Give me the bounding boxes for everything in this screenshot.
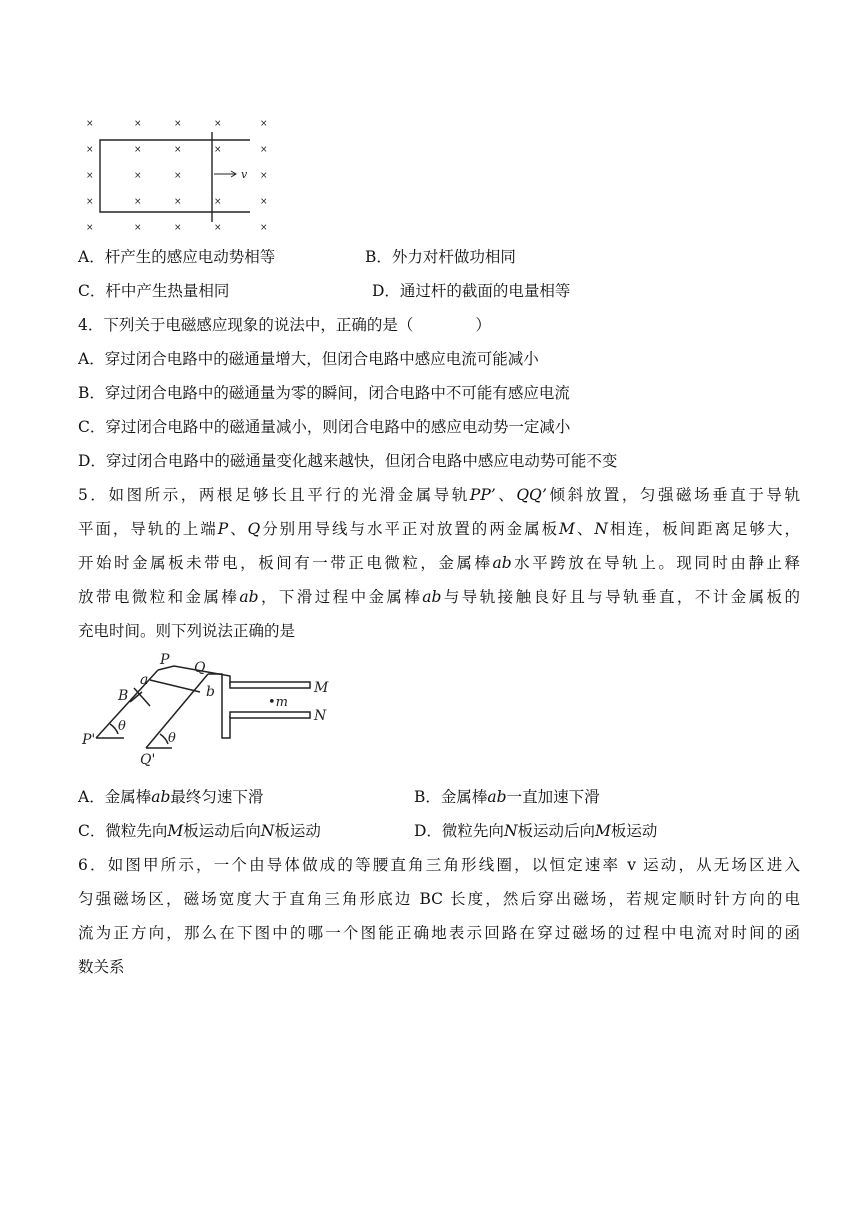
q5-option-a: A．金属棒ab最终匀速下滑 <box>78 788 264 806</box>
q4-stem: 4．下列关于电磁感应现象的说法中，正确的是（ ） <box>78 316 491 334</box>
field-marker: × <box>134 197 142 207</box>
q4-option-c: C．穿过闭合电路中的磁通量减小，则闭合电路中的感应电动势一定减小 <box>78 418 571 436</box>
label-field-b: B <box>118 688 129 704</box>
q3-option-a: A．杆产生的感应电动势相等 <box>78 248 276 266</box>
q6-stem-line-2: 匀强磁场区，磁场宽度大于直角三角形底边 BC 长度，然后穿出磁场，若规定顺时针方向的电 <box>78 890 800 908</box>
q6-stem-line-3: 流为正方向，那么在下图中的哪一个图能正确地表示回路在穿过磁场的过程中电流对时间的函 <box>78 924 800 942</box>
label-theta-2: θ <box>168 731 176 746</box>
label-b: b <box>206 684 215 700</box>
q4-option-d: D．穿过闭合电路中的磁通量变化越来越快，但闭合电路中感应电动势可能不变 <box>78 452 618 470</box>
field-marker: × <box>86 145 94 155</box>
field-marker: × <box>134 145 142 155</box>
label-q-prime: Q' <box>140 752 156 768</box>
label-a: a <box>140 672 149 688</box>
field-marker: × <box>86 223 94 232</box>
field-marker: × <box>174 119 182 129</box>
field-marker: × <box>174 197 182 207</box>
field-marker: × <box>260 223 268 232</box>
field-marker: × <box>260 119 268 129</box>
rail-qq <box>146 674 208 748</box>
q3-option-d: D．通过杆的截面的电量相等 <box>372 282 571 300</box>
label-m: M <box>314 680 329 696</box>
field-marker: × <box>174 223 182 232</box>
plate-n <box>230 712 310 718</box>
q4-option-b: B．穿过闭合电路中的磁通量为零的瞬间，闭合电路中不可能有感应电流 <box>78 384 570 402</box>
q5-option-d: D．微粒先向N板运动后向M板运动 <box>414 822 658 840</box>
label-theta-1: θ <box>118 719 126 734</box>
field-marker: × <box>214 223 222 232</box>
label-p-prime: P' <box>82 732 96 748</box>
label-q: Q <box>194 660 206 676</box>
q5-stem-line-3: 开始时金属板未带电，板间有一带正电微粒，金属棒ab水平跨放在导轨上。现同时由静止释 <box>78 554 800 572</box>
label-particle: •m <box>268 695 288 710</box>
field-marker: × <box>134 171 142 181</box>
plate-m <box>230 682 310 688</box>
q5-option-b: B．金属棒ab一直加速下滑 <box>414 788 600 806</box>
q3-option-c: C．杆中产生热量相同 <box>78 282 230 300</box>
field-marker: × <box>134 119 142 129</box>
field-marker: × <box>174 171 182 181</box>
q5-option-c: C．微粒先向M板运动后向N板运动 <box>78 822 321 840</box>
field-marker: × <box>86 119 94 129</box>
q4-option-a: A．穿过闭合电路中的磁通量增大，但闭合电路中感应电流可能减小 <box>78 350 539 368</box>
field-marker: × <box>260 197 268 207</box>
field-marker: × <box>214 197 222 207</box>
q5-stem-line-2: 平面，导轨的上端P、Q分别用导线与水平正对放置的两金属板M、N相连，板间距离足够大， <box>78 520 800 538</box>
velocity-arrow <box>214 171 236 177</box>
field-marker: × <box>260 171 268 181</box>
q5-stem-line-4: 放带电微粒和金属棒ab，下滑过程中金属棒ab与导轨接触良好且与导轨垂直，不计金属板的 <box>78 588 800 606</box>
figure-inclined-rails <box>80 652 340 770</box>
q5-stem-line-5: 充电时间。则下列说法正确的是 <box>78 622 296 640</box>
field-marker: × <box>260 145 268 155</box>
q6-stem-line-1: 6．如图甲所示，一个由导体做成的等腰直角三角形线圈，以恒定速率 v 运动，从无场区进入 <box>78 856 800 874</box>
field-marker: × <box>174 145 182 155</box>
q6-stem-line-4: 数关系 <box>78 958 125 976</box>
figure-rod-in-field <box>78 112 278 232</box>
velocity-label: v <box>241 168 248 181</box>
q3-option-b: B．外力对杆做功相同 <box>365 248 516 266</box>
q5-stem-line-1: 5．如图所示，两根足够长且平行的光滑金属导轨PP’、QQ’倾斜放置，匀强磁场垂直于导轨 <box>78 486 800 504</box>
field-marker: × <box>86 197 94 207</box>
label-n: N <box>314 708 327 724</box>
field-marker: × <box>134 223 142 232</box>
rod-ab <box>150 680 200 692</box>
label-p: P <box>160 652 170 668</box>
field-marker: × <box>214 119 222 129</box>
field-marker: × <box>86 171 94 181</box>
field-marker: × <box>214 145 222 155</box>
